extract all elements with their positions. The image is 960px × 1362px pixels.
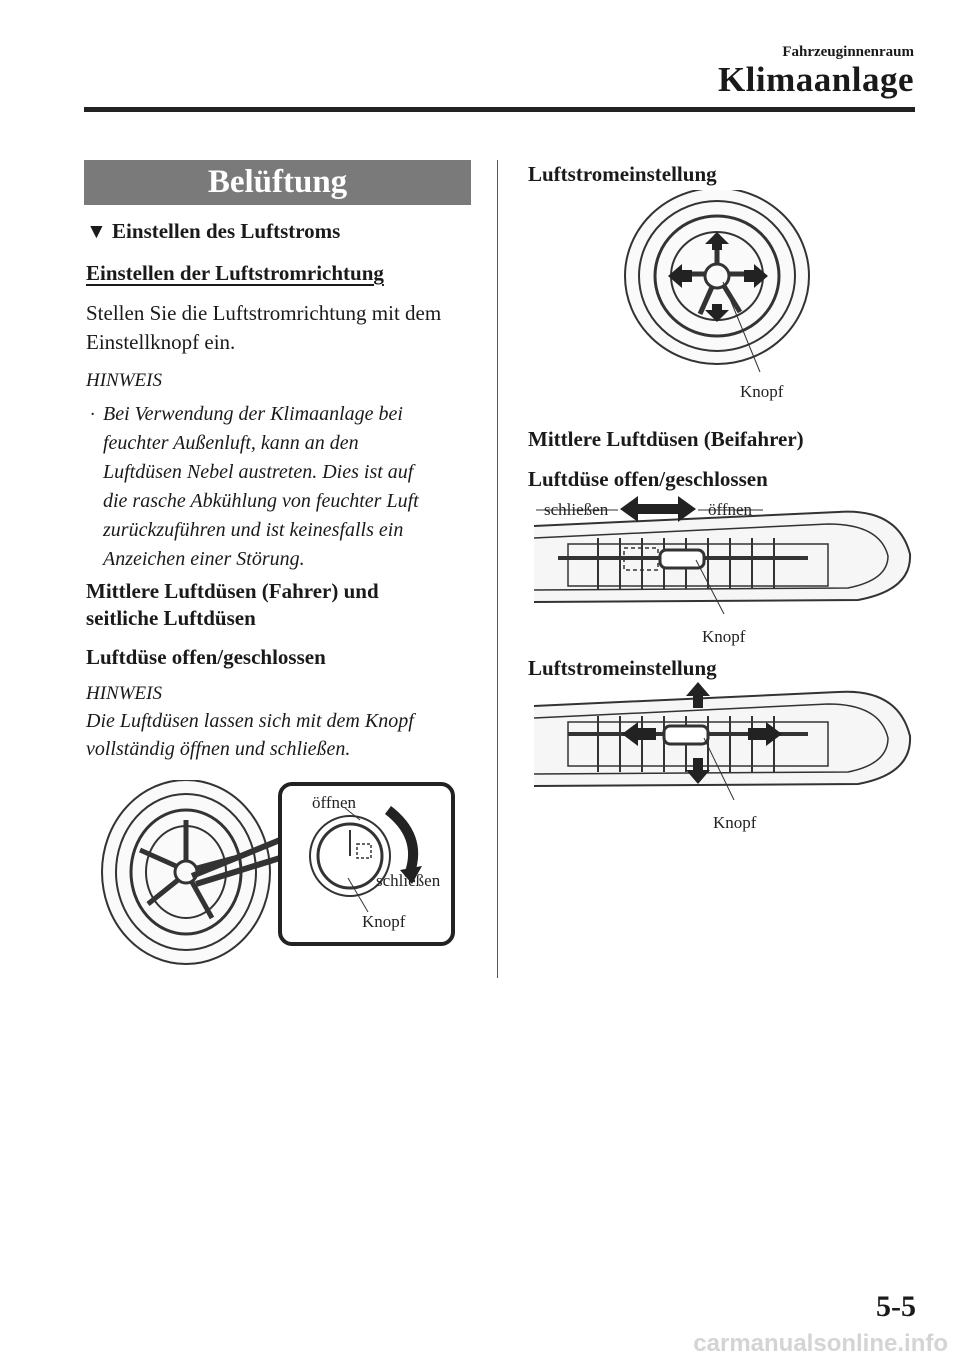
airflow-heading: Luftstromeinstellung: [528, 162, 717, 186]
note-bullet: ·: [90, 404, 95, 425]
driver-vent-open-close-figure: [100, 780, 460, 975]
page-number: 5-5: [876, 1290, 916, 1323]
open-close-heading: Luftdüse offen/geschlossen: [86, 645, 326, 669]
note-line: zurückzuführen und ist keinesfalls ein: [103, 519, 404, 541]
open-label: öffnen: [708, 500, 753, 519]
note-line: Luftdüsen Nebel austreten. Dies ist auf: [103, 461, 414, 483]
airflow-heading: Luftstromeinstellung: [528, 656, 717, 680]
knob-label: Knopf: [740, 382, 784, 401]
close-label: schließen: [544, 500, 609, 519]
note-line: Die Luftdüsen lassen sich mit dem Knopf: [86, 710, 414, 732]
note-title: HINWEIS: [86, 683, 162, 704]
note-line: vollständig öffnen und schließen.: [86, 738, 351, 760]
section-banner: Belüftung: [84, 160, 471, 205]
note-bullet-text: [103, 400, 419, 574]
note-line: Bei Verwendung der Klimaanlage bei: [103, 403, 403, 425]
open-close-heading: Luftdüse offen/geschlossen: [528, 467, 768, 491]
knob-label: Knopf: [362, 912, 406, 931]
close-label: schließen: [376, 871, 441, 890]
topic-heading: Einstellen der Luftstromrichtung: [86, 261, 384, 285]
paragraph-line: Stellen Sie die Luftstromrichtung mit dem: [86, 301, 442, 325]
knob-label: Knopf: [713, 813, 757, 832]
column-divider: [497, 160, 498, 978]
heading-line: Mittlere Luftdüsen (Fahrer) und: [86, 579, 379, 603]
note-line: feuchter Außenluft, kann an den: [103, 432, 359, 454]
driver-vent-airflow-figure: [620, 190, 820, 405]
heading-line: seitliche Luftdüsen: [86, 606, 256, 630]
driver-vents-heading: [86, 578, 379, 632]
note-text: [86, 707, 414, 763]
passenger-vent-open-close-figure: [528, 494, 913, 654]
passenger-vent-airflow-figure: [528, 680, 913, 840]
knob-label: Knopf: [702, 627, 746, 646]
chapter-title: Klimaanlage: [717, 60, 914, 99]
paragraph-line: Einstellknopf ein.: [86, 330, 236, 354]
note-line: Anzeichen einer Störung.: [103, 548, 305, 570]
subsection-heading: [86, 219, 340, 244]
instruction-paragraph: [86, 299, 441, 357]
triangle-marker-icon: ▼: [86, 219, 107, 243]
header-rule: [84, 107, 915, 112]
open-label: öffnen: [312, 793, 357, 812]
watermark: carmanualsonline.info: [693, 1330, 948, 1357]
passenger-vents-heading: Mittlere Luftdüsen (Beifahrer): [528, 427, 804, 451]
note-line: die rasche Abkühlung von feuchter Luft: [103, 490, 419, 512]
section-title: Fahrzeuginnenraum: [782, 44, 914, 60]
note-title: HINWEIS: [86, 370, 162, 391]
subsection-title: Einstellen des Luftstroms: [112, 219, 341, 243]
